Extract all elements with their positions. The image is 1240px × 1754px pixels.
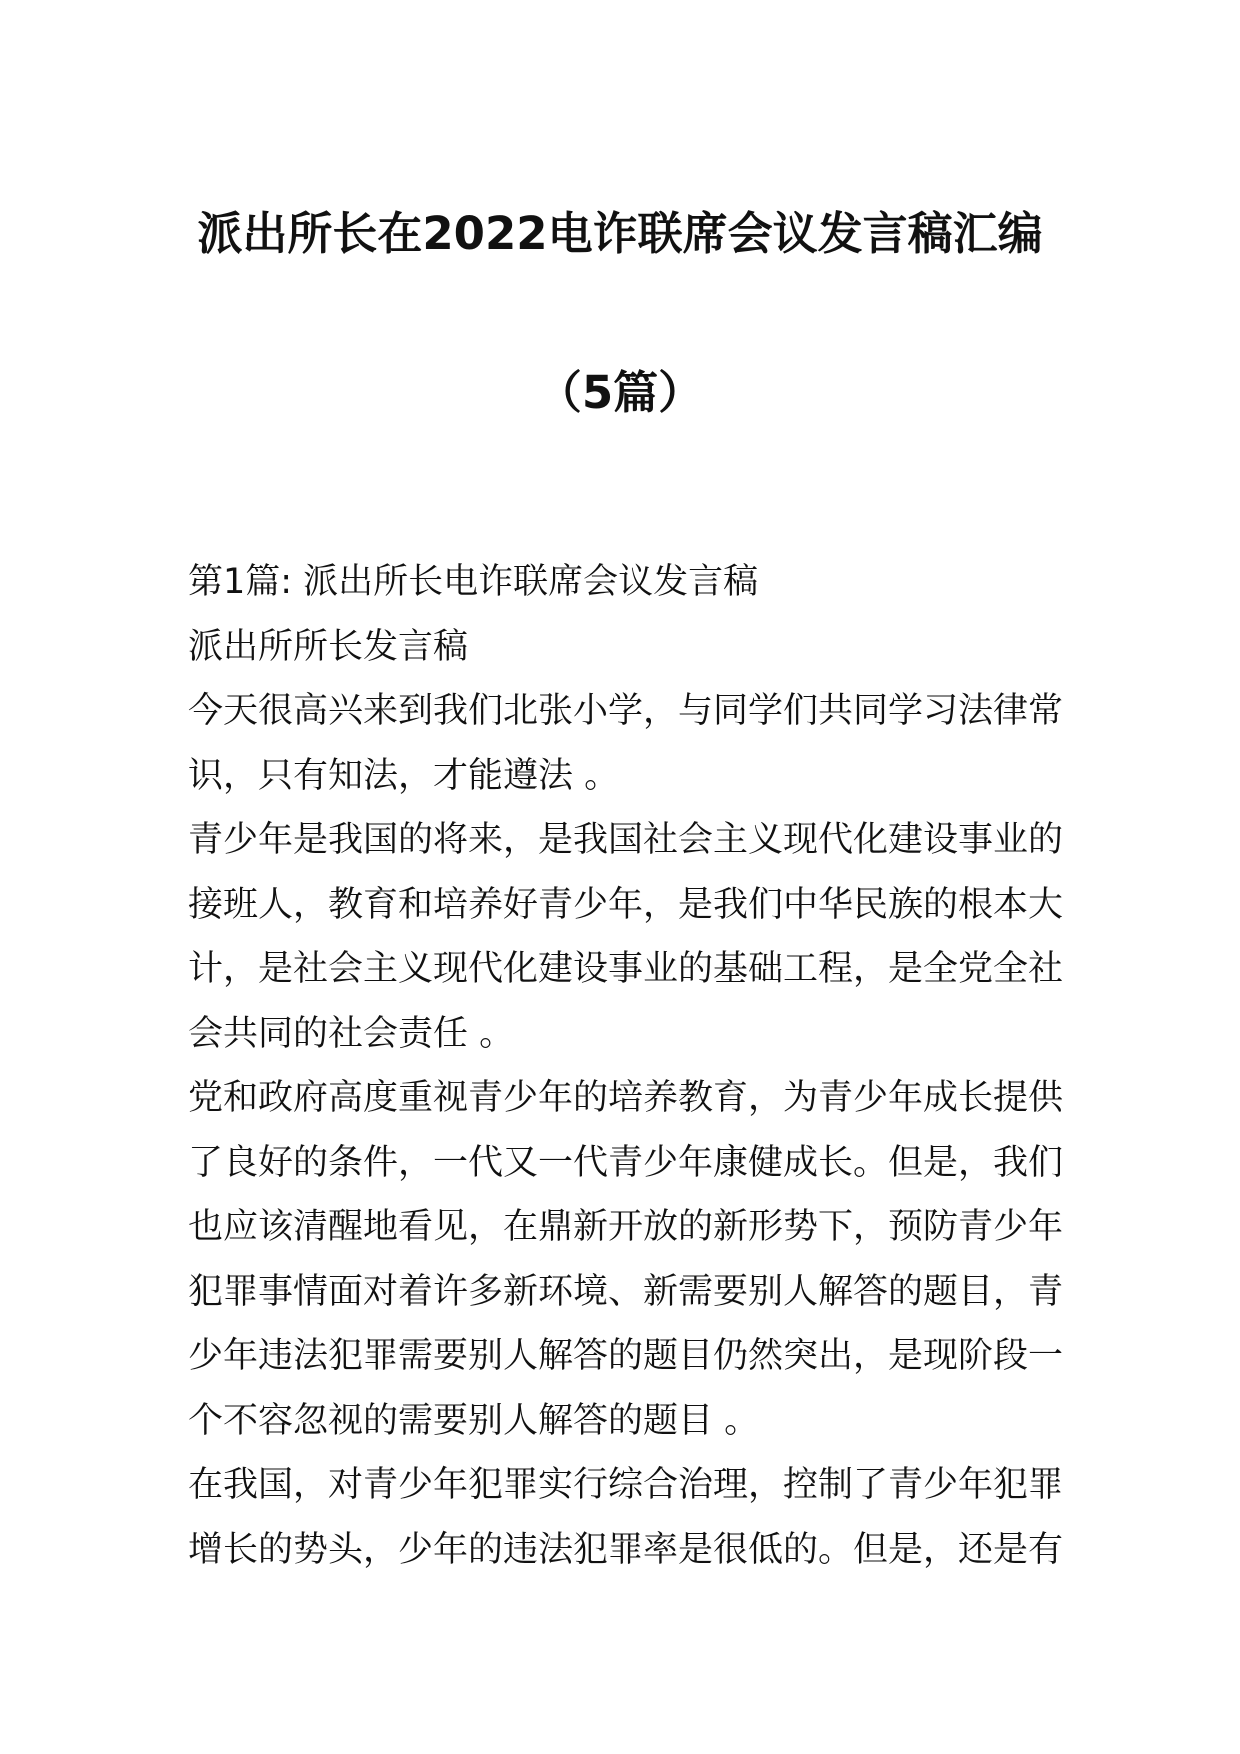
paragraph-line: 会共同的社会责任 。 — [188, 1013, 515, 1054]
paragraph-line: 青少年是我国的将来，是我国社会主义现代化建设事业的 — [188, 820, 1064, 860]
document-subtitle: （5篇） — [536, 366, 704, 419]
document-body — [188, 550, 1064, 1582]
paragraph-line: 增长的势头，少年的违法犯罪率是很低的。但是，还是有 — [188, 1529, 1064, 1570]
paragraph-line: 今天很高兴来到我们北张小学，与同学们共同学习法律常 — [188, 691, 1064, 731]
speech-title: 派出所所长发言稿 — [188, 626, 469, 667]
paragraph-line: 也应该清醒地看见，在鼎新开放的新形势下，预防青少年 — [188, 1207, 1064, 1247]
paragraph-line: 计，是社会主义现代化建设事业的基础工程，是全党全社 — [188, 949, 1064, 989]
paragraph-line: 个不容忽视的需要别人解答的题目 。 — [188, 1400, 760, 1441]
document-title: 派出所长在2022电诈联席会议发言稿汇编 — [197, 207, 1043, 260]
paragraph-line: 少年违法犯罪需要别人解答的题目仍然突出，是现阶段一 — [188, 1336, 1064, 1376]
paragraph-line: 了良好的条件，一代又一代青少年康健成长。但是，我们 — [188, 1142, 1064, 1183]
paragraph-line: 党和政府高度重视青少年的培养教育，为青少年成长提供 — [188, 1078, 1064, 1118]
paragraph-line: 在我国，对青少年犯罪实行综合治理，控制了青少年犯罪 — [188, 1465, 1064, 1505]
section-heading: 第1篇: 派出所长电诈联席会议发言稿 — [188, 562, 759, 602]
paragraph-line: 接班人，教育和培养好青少年，是我们中华民族的根本大 — [188, 884, 1064, 925]
paragraph-line: 犯罪事情面对着许多新环境、新需要别人解答的题目，青 — [188, 1271, 1064, 1312]
paragraph-line: 识，只有知法，才能遵法 。 — [188, 755, 620, 796]
